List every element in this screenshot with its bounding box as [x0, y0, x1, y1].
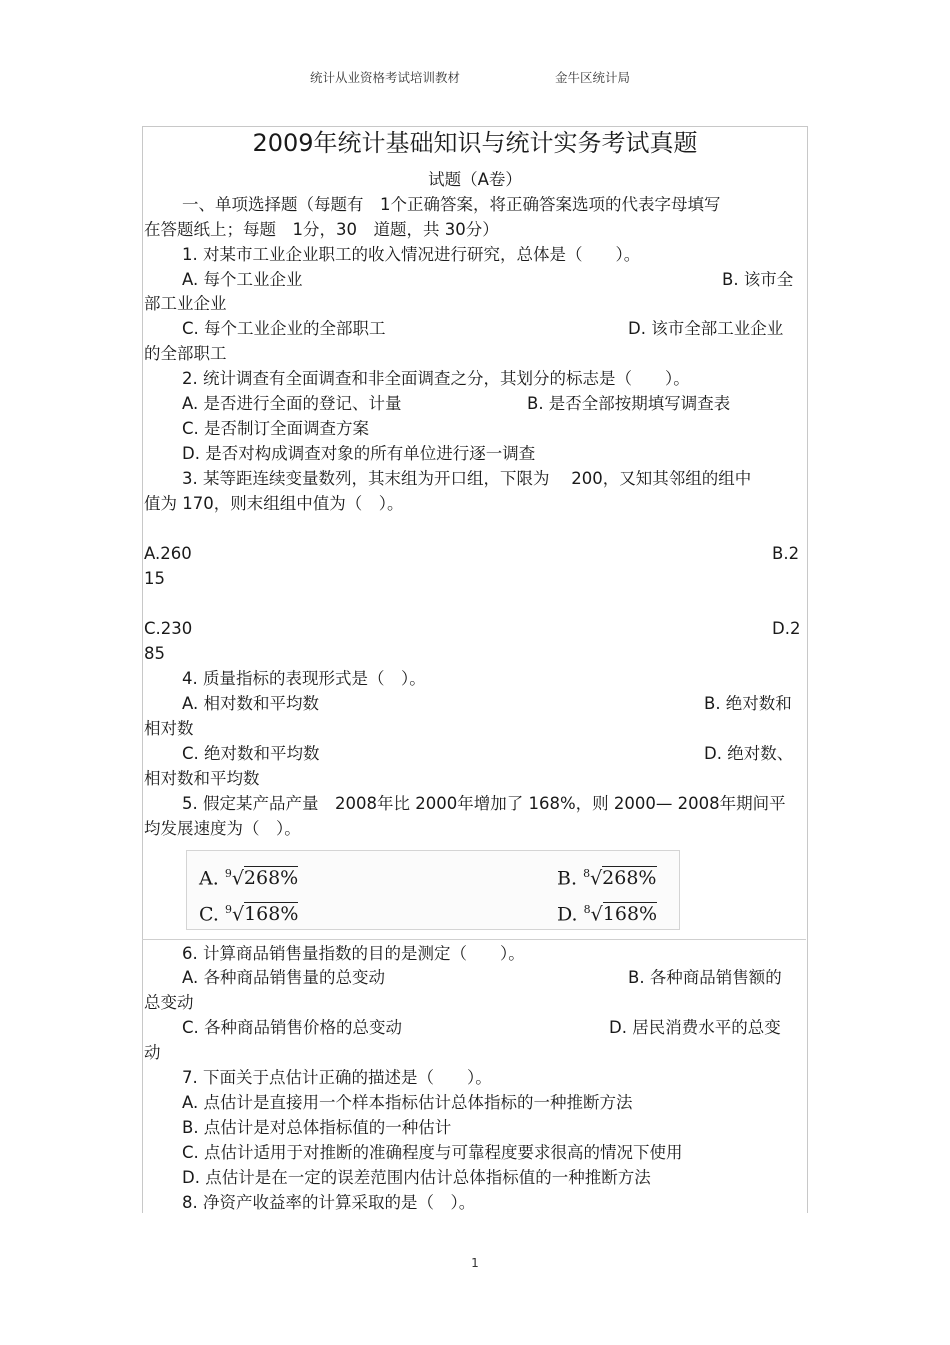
- question-4: 4. 质量指标的表现形式是（ ）。: [182, 669, 426, 688]
- section-heading-cont: 在答题纸上；每题 1分，30 道题，共 30分）: [144, 220, 499, 239]
- q3-option-b-cont: 15: [144, 569, 165, 588]
- q2-option-a: A. 是否进行全面的登记、计量: [182, 394, 402, 413]
- formula-letter: C.: [199, 903, 219, 926]
- q1-option-d-cont: 的全部职工: [144, 344, 227, 363]
- q6-option-b: B. 各种商品销售额的: [628, 968, 782, 987]
- formula-letter: D.: [557, 903, 578, 926]
- q6-option-d: D. 居民消费水平的总变: [609, 1018, 781, 1037]
- question-3-cont: 值为 170，则末组组中值为（ ）。: [144, 494, 404, 513]
- q6-option-b-cont: 总变动: [144, 993, 194, 1012]
- q7-option-c: C. 点估计适用于对推断的准确程度与可靠程度要求很高的情况下使用: [182, 1143, 683, 1162]
- q1-option-d: D. 该市全部工业企业: [628, 319, 784, 338]
- question-5-cont: 均发展速度为（ ）。: [144, 819, 301, 838]
- root-index: 8: [583, 867, 591, 880]
- radical-sign-icon: √: [590, 867, 603, 890]
- q4-option-a: A. 相对数和平均数: [182, 694, 319, 713]
- radicand: 168%: [602, 903, 658, 926]
- divider: [142, 939, 806, 940]
- q4-option-b-cont: 相对数: [144, 719, 194, 738]
- q7-option-d: D. 点估计是在一定的误差范围内估计总体指标值的一种推断方法: [182, 1168, 651, 1187]
- section-heading: 一、单项选择题（每题有 1个正确答案，将正确答案选项的代表字母填写: [182, 195, 721, 214]
- page-number: 1: [471, 1256, 479, 1270]
- q3-option-c: C.230: [144, 619, 193, 638]
- q5-formula-image: [186, 850, 680, 930]
- q3-option-d-cont: 85: [144, 644, 165, 663]
- q4-option-d-cont: 相对数和平均数: [144, 769, 260, 788]
- q2-option-b: B. 是否全部按期填写调查表: [527, 394, 731, 413]
- question-3: 3. 某等距连续变量数列，其末组为开口组，下限为 200，又知其邻组的组中: [182, 469, 752, 488]
- q3-option-b: B.2: [772, 544, 800, 563]
- q6-option-c: C. 各种商品销售价格的总变动: [182, 1018, 403, 1037]
- root-index: 9: [224, 903, 232, 916]
- root-index: 9: [224, 867, 232, 880]
- question-7: 7. 下面关于点估计正确的描述是（ ）。: [182, 1068, 492, 1087]
- formula-letter: A.: [199, 867, 219, 890]
- formula-option-d: [557, 899, 657, 925]
- formula-option-b: [557, 863, 657, 889]
- radical-sign-icon: √: [590, 903, 603, 926]
- q4-option-d: D. 绝对数、: [704, 744, 794, 763]
- formula-option-a: [199, 863, 298, 889]
- radicand: 268%: [243, 867, 299, 890]
- radicand: 168%: [244, 903, 299, 926]
- q2-option-d: D. 是否对构成调查对象的所有单位进行逐一调查: [182, 444, 536, 463]
- formula-letter: B.: [557, 867, 578, 890]
- question-5: 5. 假定某产品产量 2008年比 2000年增加了 168%，则 2000— 2008年期间平: [182, 794, 786, 813]
- q4-option-b: B. 绝对数和: [704, 694, 792, 713]
- question-6: 6. 计算商品销售量指数的目的是测定（ ）。: [182, 944, 525, 963]
- radical-sign-icon: √: [231, 867, 244, 890]
- radicand: 268%: [602, 867, 657, 890]
- q3-option-d: D.2: [772, 619, 801, 638]
- q6-option-d-cont: 动: [144, 1043, 161, 1062]
- question-1: 1. 对某市工业企业职工的收入情况进行研究，总体是（ ）。: [182, 245, 641, 264]
- radical-sign-icon: √: [231, 903, 245, 926]
- header-left: 统计从业资格考试培训教材: [310, 70, 461, 85]
- q7-option-b: B. 点估计是对总体指标值的一种估计: [182, 1118, 452, 1137]
- q1-option-a: A. 每个工业企业: [182, 270, 303, 289]
- question-2: 2. 统计调查有全面调查和非全面调查之分，其划分的标志是（ ）。: [182, 369, 690, 388]
- page-subtitle: 试题（A卷）: [428, 170, 522, 189]
- page-title: 2009年统计基础知识与统计实务考试真题: [252, 129, 698, 157]
- q1-option-c: C. 每个工业企业的全部职工: [182, 319, 386, 338]
- q6-option-a: A. 各种商品销售量的总变动: [182, 968, 385, 987]
- q2-option-c: C. 是否制订全面调查方案: [182, 419, 370, 438]
- question-8: 8. 净资产收益率的计算采取的是（ ）。: [182, 1193, 476, 1212]
- q4-option-c: C. 绝对数和平均数: [182, 744, 320, 763]
- q3-option-a: A.260: [144, 544, 192, 563]
- formula-option-c: [199, 899, 298, 925]
- q7-option-a: A. 点估计是直接用一个样本指标估计总体指标的一种推断方法: [182, 1093, 633, 1112]
- q1-option-b-cont: 部工业企业: [144, 294, 227, 313]
- root-index: 8: [583, 903, 591, 916]
- header-right: 金牛区统计局: [555, 70, 631, 85]
- q1-option-b: B. 该市全: [722, 270, 794, 289]
